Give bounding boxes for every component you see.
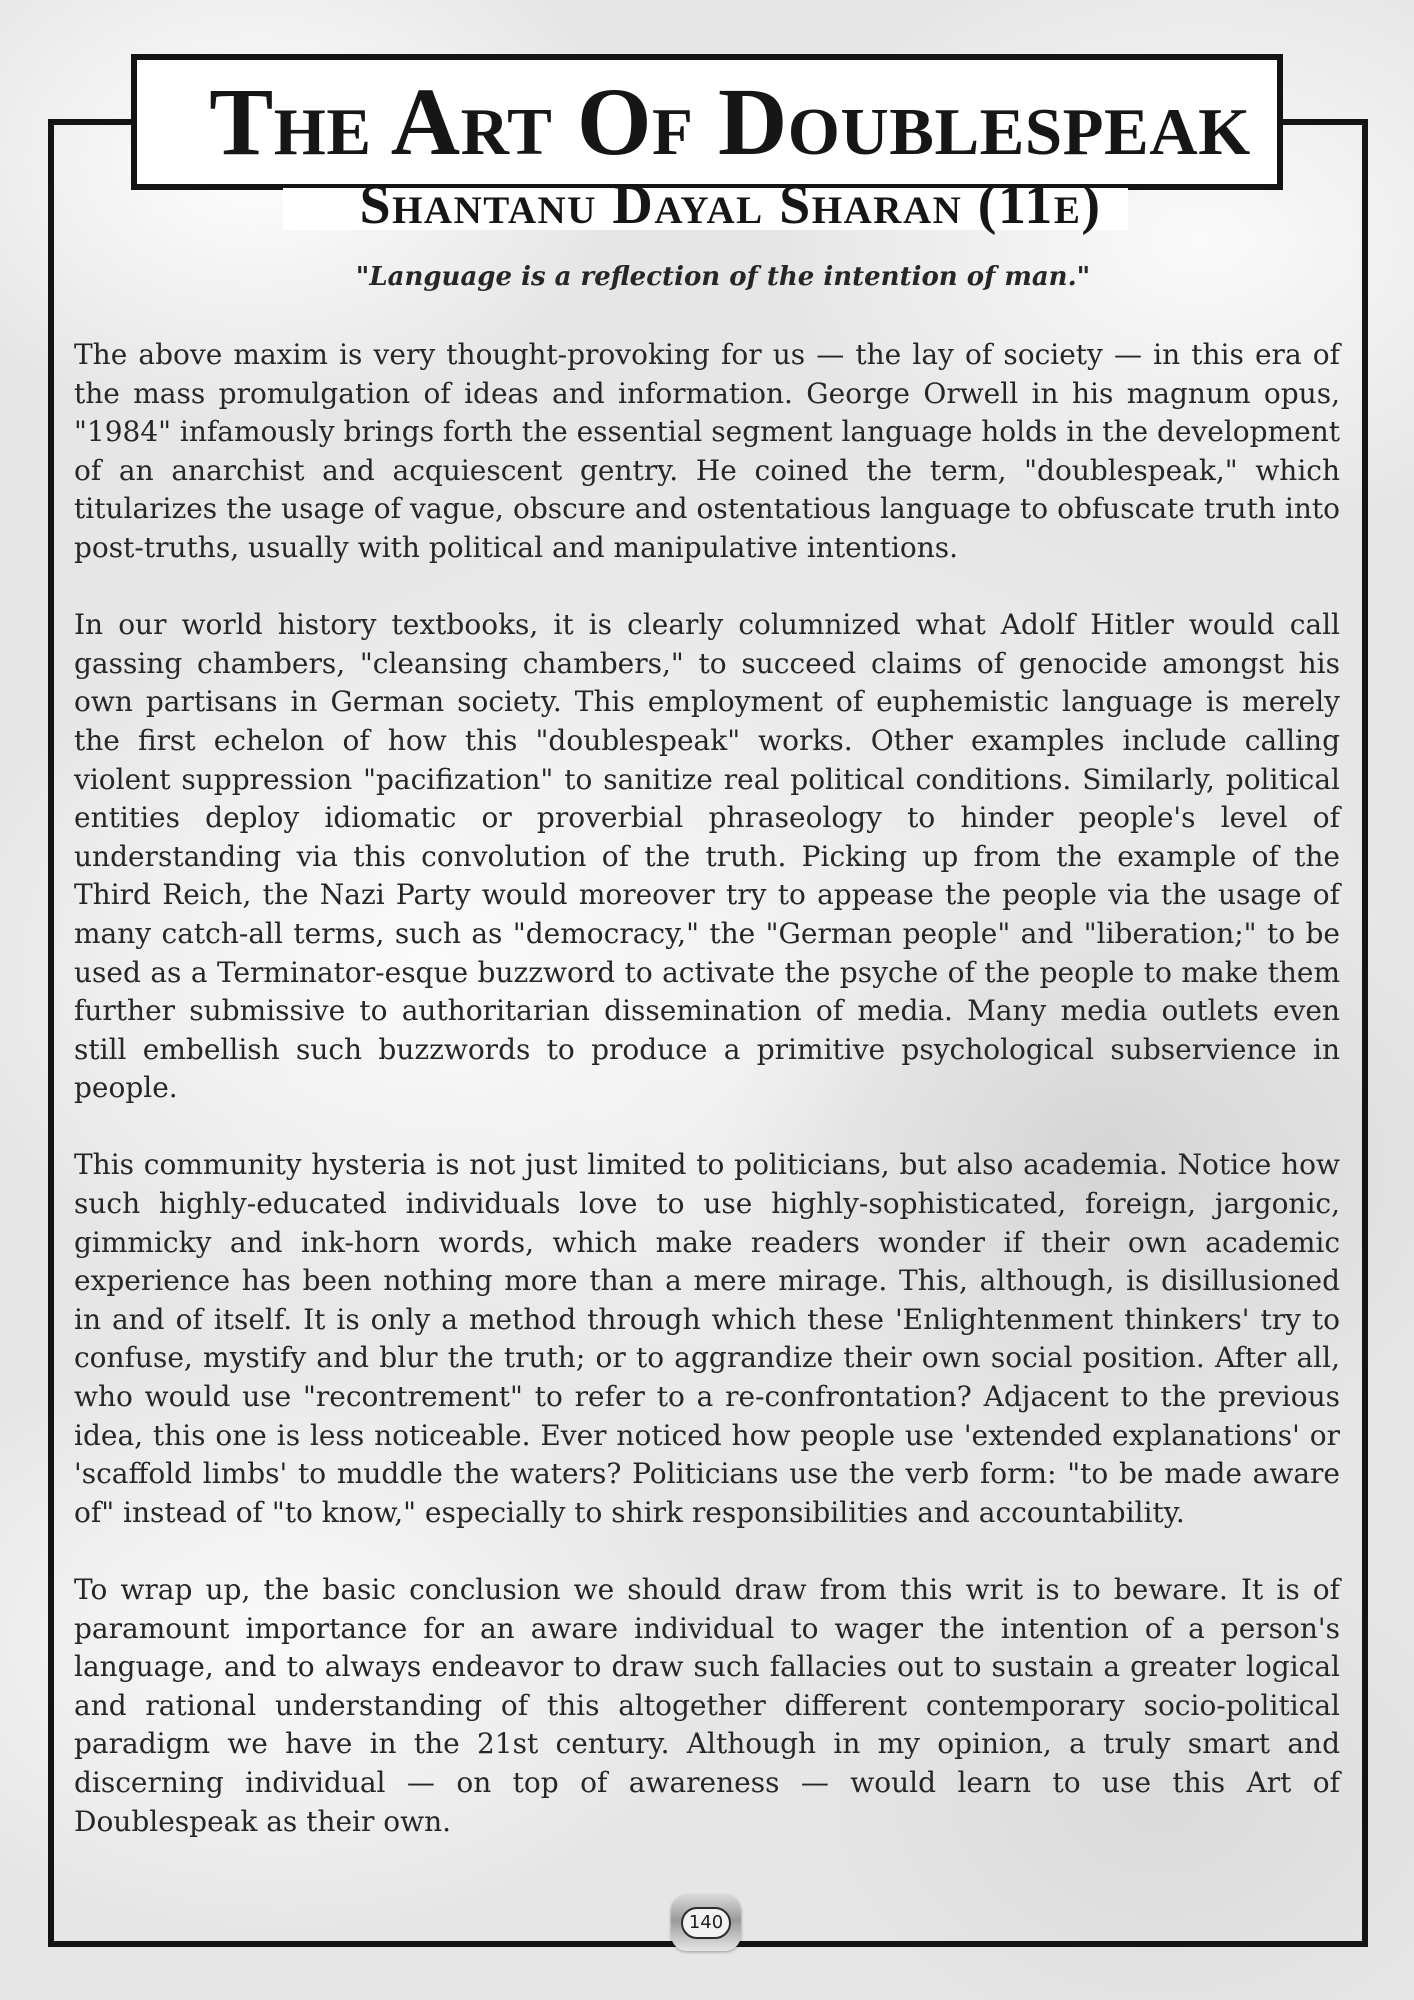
page-number-oval: [681, 1907, 731, 1939]
paragraph-2: In our world history textbooks, it is clearly columnized what Adolf Hitler would call gassing chambers, "cleansing chambers," to succeed claims of genocide amongst his own partisans in German society. This employment of euphemistic language is merely the first echelon of how this "doublespeak" works. Other examples include calling violent suppression "pacifization" to sanitize real political conditions. Similarly, political entities deploy idiomatic or proverbial phraseology to hinder people's level of understanding via this convolution of the truth. Picking up from the example of the Third Reich, the Nazi Party would moreover try to appease the people via the usage of many catch-all terms, such as "democracy," the "German people" and "liberation;" to be used as a Terminator-esque buzzword to activate the psyche of the people to make them further submissive to authoritarian dissemination of media. Many media outlets even still embellish such buzzwords to produce a primitive psychological subservience in people.: [74, 608, 1340, 1105]
paragraph-4: To wrap up, the basic conclusion we should draw from this writ is to beware. It is of paramount importance for an aware individual to wager the intention of a person's language, and to always endeavor to draw such fallacies out to sustain a greater logical and rational understanding of this altogether different contemporary socio-political paradigm we have in the 21st century. Although in my opinion, a truly smart and discerning individual — on top of awareness — would learn to use this Art of Doublespeak as their own.: [74, 1573, 1340, 1838]
author-box: [283, 174, 1128, 236]
paragraph-1: The above maxim is very thought-provoking for us — the lay of society — in this era of the mass promulgation of ideas and information. George Orwell in his magnum opus, "1984" infamously brings forth the essential segment language holds in the development of an anarchist and acquiescent gentry. He coined the term, "doublespeak," which titularizes the usage of vague, obscure and ostentatious language to obfuscate truth into post-truths, usually with political and manipulative intentions.: [74, 338, 1340, 564]
title-box: [131, 54, 1283, 190]
epigraph-quote: "Language is a reflection of the intention of man.": [355, 262, 1091, 292]
article-body: [74, 336, 1340, 1841]
page-number-badge: [671, 1895, 741, 1951]
article-title: The Art Of Doublespeak: [209, 68, 1251, 175]
page-number: 140: [688, 1912, 724, 1933]
author-name: Shantanu Dayal Sharan (11e): [359, 174, 1102, 236]
paragraph-3: This community hysteria is not just limited to politicians, but also academia. Notice how such highly-educated individuals love to use highly-sophisticated, foreign, jargonic, gimmicky and ink-horn words, which make readers wonder if their own academic experience has been nothing more than a mere mirage. This, although, is disillusioned in and of itself. It is only a method through which these 'Enlightenment thinkers' try to confuse, mystify and blur the truth; or to aggrandize their own social position. After all, who would use "recontrement" to refer to a re-confrontation? Adjacent to the previous idea, this one is less noticeable. Ever noticed how people use 'extended explanations' or 'scaffold limbs' to muddle the waters? Politicians use the verb form: "to be made aware of" instead of "to know," especially to shirk responsibilities and accountability.: [74, 1148, 1340, 1529]
